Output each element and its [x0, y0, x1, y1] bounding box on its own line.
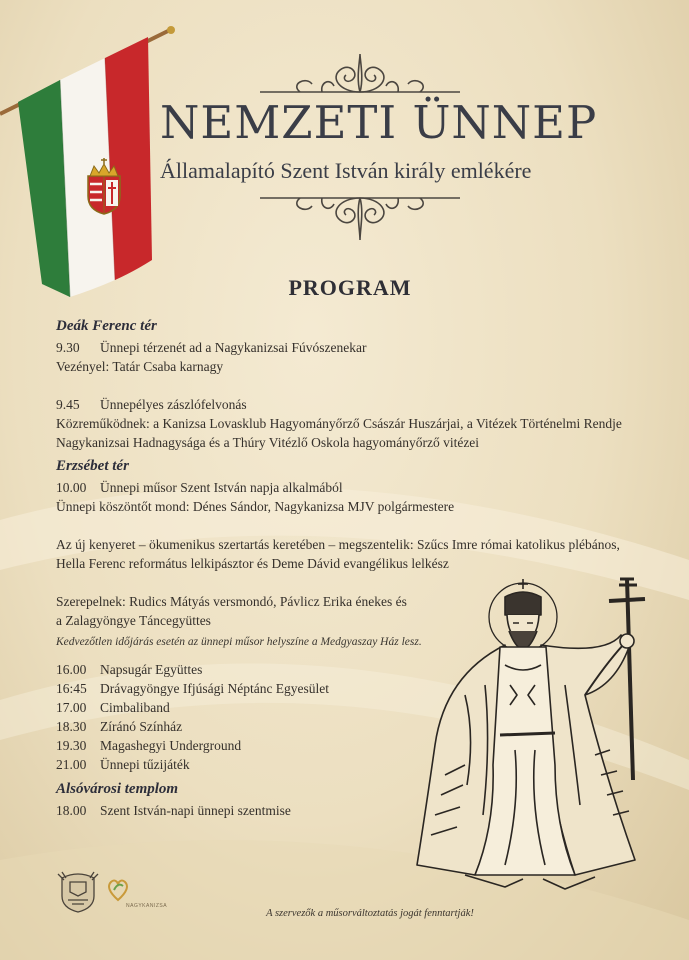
city-coat-of-arms-icon	[56, 868, 100, 914]
event-time: 10.00	[56, 480, 87, 495]
event-text: Cimbaliband	[100, 700, 170, 715]
info-line: Az új kenyeret – ökumenikus szertartás keretében – megszentelik: Szűcs Imre római katolikus plébános,	[56, 537, 620, 552]
event-time: 21.00	[56, 757, 87, 772]
info-line: Nagykanizsai Hadnagysága és a Thúry Vitézlő Oskola hagyományőrző vitézei	[56, 435, 480, 450]
top-ornament-icon	[260, 48, 460, 100]
schedule-line	[56, 395, 656, 414]
event-time: 19.30	[56, 738, 87, 753]
event-text: Ünnepi tűzijáték	[100, 757, 190, 772]
info-line: Hella Ferenc református lelkipásztor és Deme Dávid evangélikus lelkész	[56, 556, 449, 571]
event-text: Ünnepélyes zászlófelvonás	[100, 397, 247, 412]
event-time: 9.30	[56, 340, 80, 355]
page-title: NEMZETI ÜNNEP	[160, 96, 598, 149]
hungarian-flag-icon	[0, 22, 180, 312]
info-line: Közreműködnek: a Kanizsa Lovasklub Hagyományőrző Császár Huszárjai, a Vitézek Történelmi Rendje	[56, 416, 622, 431]
info-line: a Zalagyöngye Táncegyüttes	[56, 613, 211, 628]
heart-logo-icon	[107, 876, 129, 902]
event-time: 16.00	[56, 662, 87, 677]
info-line: Ünnepi köszöntőt mond: Dénes Sándor, Nagykanizsa MJV polgármestere	[56, 499, 455, 514]
event-time: 16:45	[56, 681, 87, 696]
saint-stephen-king-illustration	[405, 575, 660, 895]
footer-disclaimer: A szervezők a műsorváltoztatás jogát fenntartják!	[266, 908, 474, 919]
section-title: Alsóvárosi templom	[56, 781, 179, 797]
bottom-ornament-icon	[260, 190, 460, 246]
section-title: Deák Ferenc tér	[56, 318, 157, 334]
schedule-line	[56, 478, 656, 497]
page-subtitle: Államalapító Szent István király emlékére	[160, 158, 532, 183]
info-line: Vezényel: Tatár Csaba karnagy	[56, 359, 224, 374]
section-title: Erzsébet tér	[56, 458, 129, 474]
info-line: Szerepelnek: Rudics Mátyás versmondó, Pávlicz Erika énekes és	[56, 594, 407, 609]
event-time: 9.45	[56, 397, 80, 412]
schedule-line	[56, 338, 656, 357]
weather-note: Kedvezőtlen időjárás esetén az ünnepi műsor helyszíne a Medgyaszay Ház lesz.	[56, 636, 422, 648]
event-text: Magashegyi Underground	[100, 738, 242, 753]
nagykanizsa-logo-label: NAGYKANIZSA	[126, 903, 168, 909]
section-deak-ferenc-ter	[56, 318, 656, 452]
event-text: Zíránó Színház	[100, 719, 183, 734]
event-text: Ünnepi térzenét ad a Nagykanizsai Fúvószenekar	[100, 340, 367, 355]
event-time: 18.30	[56, 719, 87, 734]
event-text: Drávagyöngye Ifjúsági Néptánc Egyesület	[100, 681, 330, 696]
event-text: Napsugár Együttes	[100, 662, 203, 677]
event-text: Szent István-napi ünnepi szentmise	[100, 803, 291, 818]
event-time: 18.00	[56, 803, 87, 818]
program-heading: PROGRAM	[288, 275, 412, 300]
event-text: Ünnepi műsor Szent István napja alkalmából	[100, 480, 343, 495]
event-time: 17.00	[56, 700, 87, 715]
